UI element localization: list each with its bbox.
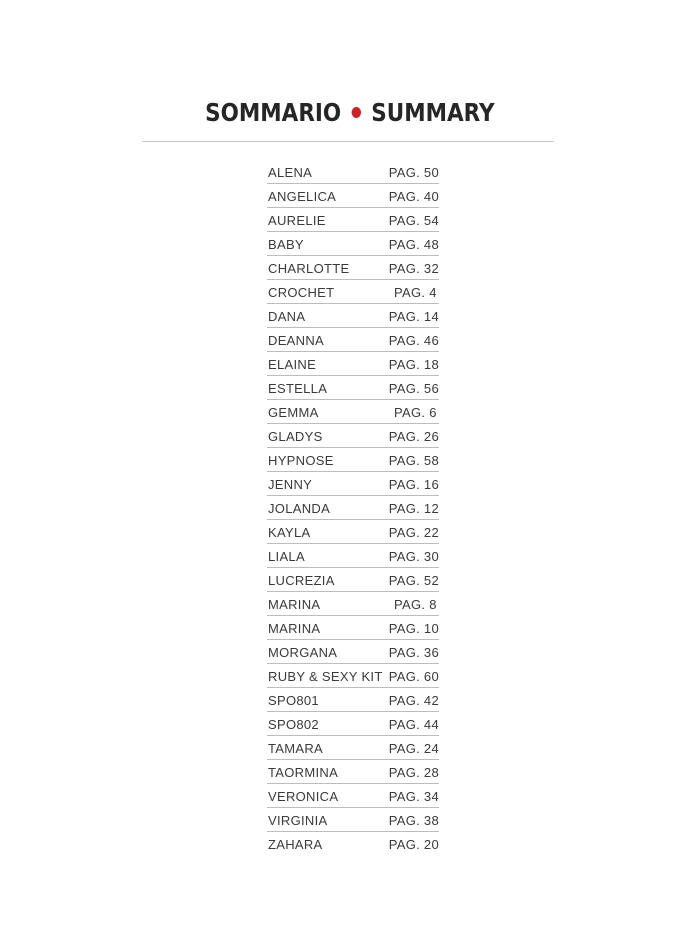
- toc-entry-name: GEMMA: [268, 405, 319, 420]
- toc-entry-name: KAYLA: [268, 525, 311, 540]
- toc-row: [267, 664, 439, 688]
- toc-entry-page: PAG. 38: [388, 813, 439, 828]
- toc-entry-name: TAMARA: [268, 741, 324, 756]
- toc-entry-page: PAG. 26: [388, 429, 439, 444]
- toc-row: [267, 832, 439, 855]
- toc-row: [267, 448, 439, 472]
- toc-entry-name: VERONICA: [268, 789, 339, 804]
- title-divider: [142, 141, 554, 142]
- toc-entry-name: DANA: [268, 309, 306, 324]
- red-dot-separator-icon: [351, 107, 360, 118]
- toc-entry-name: LUCREZIA: [268, 573, 335, 588]
- toc-row: [267, 424, 439, 448]
- toc-entry-page: PAG. 50: [388, 165, 439, 180]
- toc-entry-name: MORGANA: [268, 645, 338, 660]
- toc-entry-page: PAG. 40: [388, 189, 439, 204]
- toc-row: [267, 712, 439, 736]
- toc-entry-page: PAG. 36: [388, 645, 439, 660]
- toc-row: [267, 736, 439, 760]
- toc-entry-page: PAG. 46: [388, 333, 439, 348]
- toc-entry-page: PAG. 56: [388, 381, 439, 396]
- toc-entry-page: PAG. 48: [388, 237, 439, 252]
- toc-entry-page: PAG. 12: [388, 501, 439, 516]
- toc-row: [267, 784, 439, 808]
- toc-row: [267, 280, 439, 304]
- toc-entry-name: ALENA: [268, 165, 313, 180]
- toc-entry-page: PAG. 14: [388, 309, 439, 324]
- toc-entry-page: PAG. 42: [388, 693, 439, 708]
- toc-entry-page: PAG. 44: [388, 717, 439, 732]
- toc-entry-page: PAG. 60: [388, 669, 439, 684]
- toc-entry-page: PAG. 4: [394, 285, 437, 300]
- toc-entry-page: PAG. 32: [388, 261, 439, 276]
- toc-entry-page: PAG. 16: [388, 477, 439, 492]
- toc-entry-page: PAG. 30: [388, 549, 439, 564]
- toc-entry-name: GLADYS: [268, 429, 323, 444]
- toc-row: [267, 304, 439, 328]
- toc-entry-name: RUBY & SEXY KIT: [268, 669, 383, 684]
- toc-row: [267, 760, 439, 784]
- toc-row: [267, 472, 439, 496]
- toc-entry-name: SPO802: [268, 717, 319, 732]
- toc-row: [267, 352, 439, 376]
- toc-entry-name: DEANNA: [268, 333, 324, 348]
- toc-entry-page: PAG. 54: [388, 213, 439, 228]
- toc-entry-name: ESTELLA: [268, 381, 328, 396]
- toc-entry-page: PAG. 28: [388, 765, 439, 780]
- toc-row: [267, 544, 439, 568]
- toc-entry-name: HYPNOSE: [268, 453, 334, 468]
- toc-entry-page: PAG. 34: [388, 789, 439, 804]
- toc-entry-page: PAG. 20: [388, 837, 439, 852]
- toc-entry-name: SPO801: [268, 693, 319, 708]
- toc-entry-name: JENNY: [268, 477, 313, 492]
- toc-entry-page: PAG. 58: [388, 453, 439, 468]
- toc-entry-name: ELAINE: [268, 357, 317, 372]
- toc-entry-name: JOLANDA: [268, 501, 331, 516]
- toc-entry-page: PAG. 52: [388, 573, 439, 588]
- table-of-contents: [267, 160, 439, 855]
- toc-entry-name: ZAHARA: [268, 837, 323, 852]
- toc-row: [267, 592, 439, 616]
- toc-entry-page: PAG. 18: [388, 357, 439, 372]
- toc-entry-name: MARINA: [268, 597, 321, 612]
- toc-row: [267, 568, 439, 592]
- toc-entry-name: TAORMINA: [268, 765, 339, 780]
- toc-row: [267, 160, 439, 184]
- toc-entry-page: PAG. 8: [394, 597, 437, 612]
- toc-row: [267, 184, 439, 208]
- toc-entry-name: MARINA: [268, 621, 321, 636]
- toc-row: [267, 520, 439, 544]
- toc-row: [267, 688, 439, 712]
- page-title: [49, 96, 651, 130]
- toc-entry-page: PAG. 22: [388, 525, 439, 540]
- toc-row: [267, 400, 439, 424]
- toc-row: [267, 376, 439, 400]
- toc-row: [267, 808, 439, 832]
- toc-row: [267, 208, 439, 232]
- toc-entry-name: BABY: [268, 237, 304, 252]
- toc-entry-page: PAG. 24: [388, 741, 439, 756]
- toc-entry-name: VIRGINIA: [268, 813, 328, 828]
- toc-row: [267, 616, 439, 640]
- toc-row: [267, 256, 439, 280]
- toc-entry-page: PAG. 6: [394, 405, 437, 420]
- toc-row: [267, 232, 439, 256]
- toc-entry-name: CROCHET: [268, 285, 335, 300]
- toc-row: [267, 328, 439, 352]
- toc-row: [267, 496, 439, 520]
- title-italian: SOMMARIO: [205, 98, 342, 127]
- toc-entry-name: CHARLOTTE: [268, 261, 350, 276]
- toc-entry-name: LIALA: [268, 549, 305, 564]
- toc-entry-page: PAG. 10: [388, 621, 439, 636]
- toc-entry-name: AURELIE: [268, 213, 326, 228]
- title-english: SUMMARY: [371, 98, 495, 127]
- toc-row: [267, 640, 439, 664]
- toc-entry-name: ANGELICA: [268, 189, 337, 204]
